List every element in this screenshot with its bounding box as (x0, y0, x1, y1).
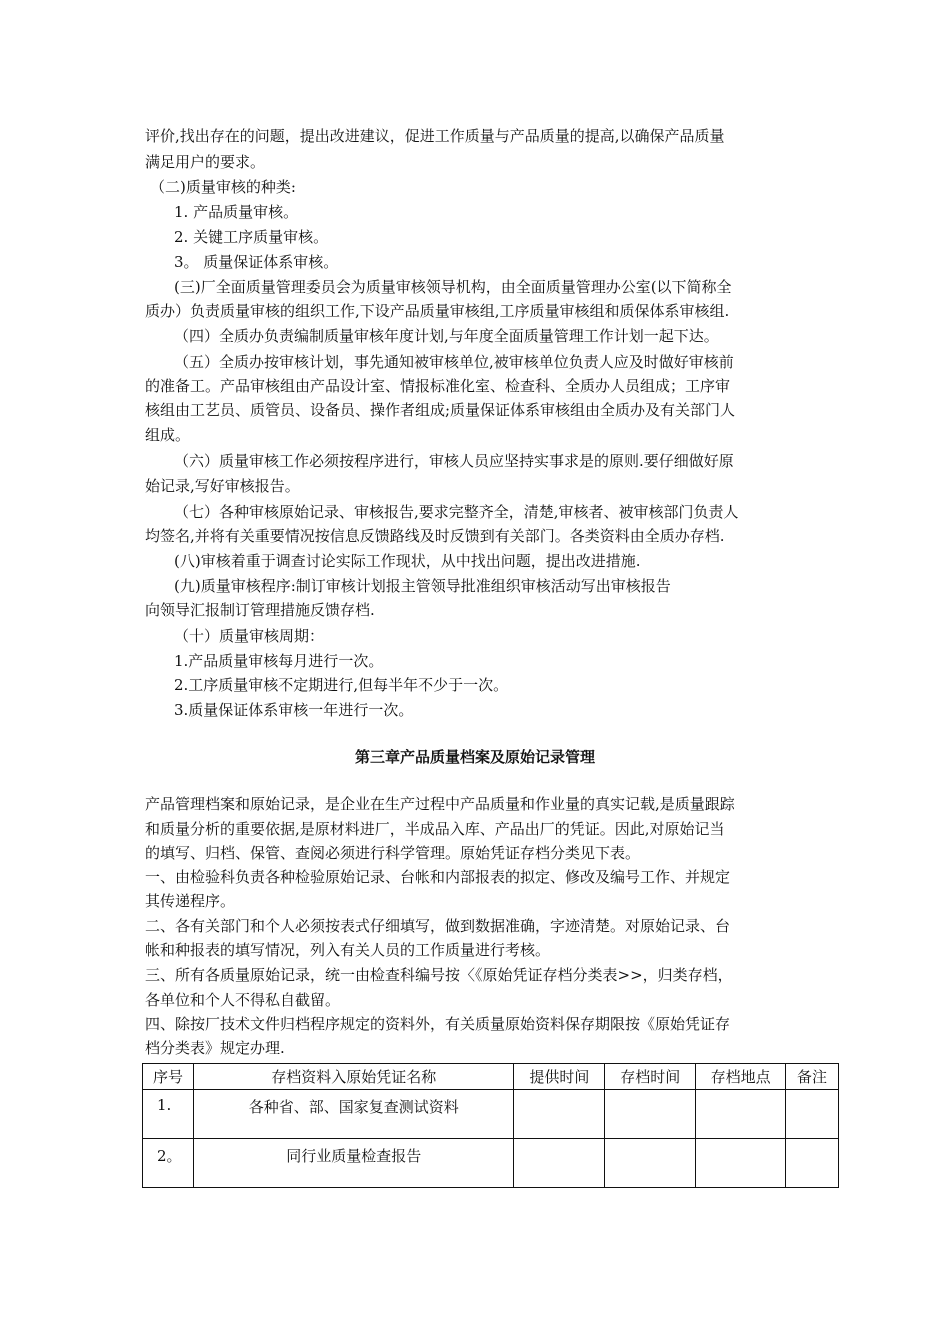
paragraph-line: 组成。 (145, 426, 191, 444)
cell-archive-time (605, 1139, 696, 1188)
paragraph-line: 质办）负责质量审核的组织工作,下设产品质量审核组,工序质量审核组和质保体系审核组. (145, 302, 730, 320)
table-header-row (143, 1064, 839, 1090)
cell-serial-no: 1. (143, 1090, 194, 1139)
paragraph-line: 其传递程序。 (145, 892, 236, 910)
cell-remarks (786, 1139, 839, 1188)
cell-archive-location (696, 1090, 786, 1139)
header-remarks: 备注 (786, 1064, 839, 1090)
header-provide-time: 提供时间 (514, 1064, 605, 1090)
paragraph-line: 核组由工艺员、质管员、设备员、操作者组成;质量保证体系审核组由全质办及有关部门人 (145, 401, 736, 419)
paragraph-line: （七）各种审核原始记录、审核报告,要求完整齐全，清楚,审核者、被审核部门负责人 (174, 503, 739, 521)
cell-archive-time (605, 1090, 696, 1139)
table-row (143, 1090, 839, 1139)
paragraph-line: 向领导汇报制订管理措施反馈存档. (145, 601, 375, 619)
header-serial-no: 序号 (143, 1064, 194, 1090)
paragraph-line: （五）全质办按审核计划，事先通知被审核单位,被审核单位负责人应及时做好审核前 (174, 353, 734, 371)
cell-document-name: 同行业质量检查报告 (193, 1139, 513, 1188)
header-archive-location: 存档地点 (696, 1064, 786, 1090)
cell-archive-location (696, 1139, 786, 1188)
paragraph-line: 档分类表》规定办理. (145, 1039, 285, 1057)
paragraph-line: 的准备工。产品审核组由产品设计室、情报标准化室、检查科、全质办人员组成；工序审 (145, 377, 731, 395)
archive-classification-table (142, 1063, 839, 1188)
paragraph-line: (九)质量审核程序:制订审核计划报主管领导批准组织审核活动写出审核报告 (174, 577, 671, 595)
paragraph-line: 评价,找出存在的问题，提出改进建议，促进工作质量与产品质量的提高,以确保产品质量 (145, 127, 725, 145)
paragraph-line: 均签名,并将有关重要情况按信息反馈路线及时反馈到有关部门。各类资料由全质办存档. (145, 527, 725, 545)
cell-serial-no: 2。 (143, 1139, 194, 1188)
paragraph-line: 产品管理档案和原始记录，是企业在生产过程中产品质量和作业量的真实记载,是质量跟踪 (145, 795, 735, 813)
header-document-name: 存档资料入原始凭证名称 (193, 1064, 513, 1090)
chapter-title: 第三章产品质量档案及原始记录管理 (354, 748, 595, 766)
paragraph-line: （六）质量审核工作必须按程序进行，审核人员应坚持实事求是的原则.要仔细做好原 (174, 452, 734, 470)
cell-document-name: 各种省、部、国家复查测试资料 (193, 1090, 513, 1139)
list-item: 1. 产品质量审核。 (174, 203, 299, 221)
cell-provide-time (514, 1139, 605, 1188)
paragraph-line: 三、所有各质量原始记录，统一由检查科编号按〈《原始凭证存档分类表>>，归类存档， (145, 966, 733, 984)
paragraph-line: （四）全质办负责编制质量审核年度计划,与年度全面质量管理工作计划一起下达。 (174, 327, 719, 345)
paragraph-line: 各单位和个人不得私自截留。 (145, 991, 341, 1009)
paragraph-line: 的填写、归档、保管、查阅必须进行科学管理。原始凭证存档分类见下表。 (145, 844, 641, 862)
paragraph-line: 二、各有关部门和个人必须按表式仔细填写，做到数据准确，字迹清楚。对原始记录、台 (145, 917, 731, 935)
paragraph-line: 四、除按厂技术文件归档程序规定的资料外，有关质量原始资料保存期限按《原始凭证存 (145, 1015, 731, 1033)
cell-provide-time (514, 1090, 605, 1139)
paragraph-line: 和质量分析的重要依据,是原材料进厂，半成品入库、产品出厂的凭证。因此,对原始记当 (145, 820, 725, 838)
list-item: 1.产品质量审核每月进行一次。 (174, 652, 384, 670)
list-item: 3。 质量保证体系审核。 (174, 253, 339, 271)
cell-remarks (786, 1090, 839, 1139)
list-item: 2. 关键工序质量审核。 (174, 228, 329, 246)
section-heading: （二)质量审核的种类: (150, 178, 296, 196)
paragraph-line: 始记录,写好审核报告。 (145, 477, 300, 495)
list-item: 2.工序质量审核不定期进行,但每半年不少于一次。 (174, 676, 509, 694)
paragraph-line: (三)厂全面质量管理委员会为质量审核领导机构，由全面质量管理办公室(以下简称全 (174, 278, 732, 296)
paragraph-line: 帐和种报表的填写情况，列入有关人员的工作质量进行考核。 (145, 941, 551, 959)
paragraph-line: 满足用户的要求。 (145, 153, 266, 171)
section-heading: （十）质量审核周期： (174, 627, 325, 645)
header-archive-time: 存档时间 (605, 1064, 696, 1090)
paragraph-line: (八)审核着重于调查讨论实际工作现状，从中找出问题，提出改进措施. (174, 552, 641, 570)
paragraph-line: 一、由检验科负责各种检验原始记录、台帐和内部报表的拟定、修改及编号工作、并规定 (145, 868, 731, 886)
table-row (143, 1139, 839, 1188)
list-item: 3.质量保证体系审核一年进行一次。 (174, 701, 414, 719)
